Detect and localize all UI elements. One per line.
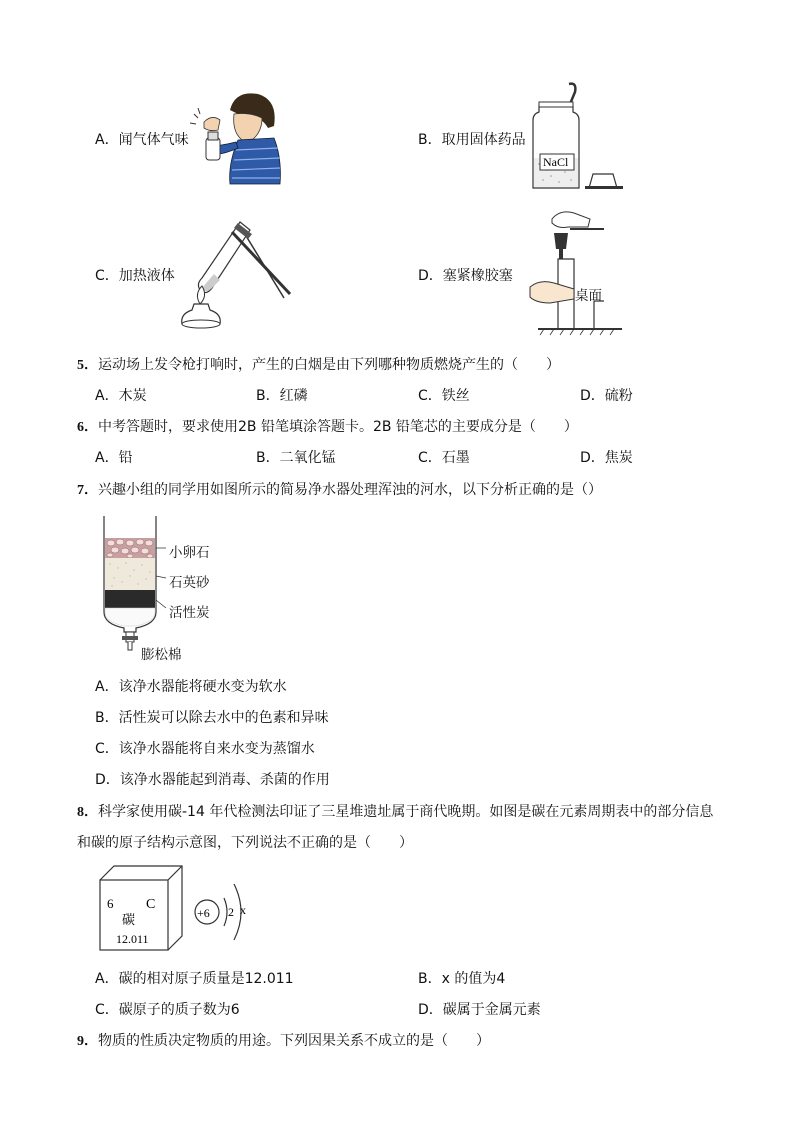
nacl-label: NaCl: [543, 155, 569, 169]
q6-number: 6．: [77, 420, 98, 435]
q8-number: 8．: [77, 805, 98, 820]
q5-stem: 运动场上发令枪打响时，产生的白烟是由下列哪种物质燃烧产生的（ ）: [98, 357, 560, 373]
q9-number: 9．: [77, 1034, 98, 1049]
pebble-label: 小卵石: [169, 545, 210, 561]
carbon-atom-structure-diagram: [192, 874, 254, 944]
q6-option-d: D．焦炭: [580, 450, 633, 466]
smelling-gas-illustration: [190, 88, 285, 188]
q8-option-b: B．x 的值为4: [418, 971, 506, 987]
q6-stem: 中考答题时，要求使用2B 铅笔填涂答题卡。2B 铅笔芯的主要成分是（ ）: [98, 419, 578, 435]
desk-label: 桌面: [575, 288, 602, 304]
element-name: 碳: [122, 913, 136, 928]
q6-stem-line: [77, 416, 578, 436]
q5-option-b: B．红磷: [256, 388, 308, 404]
q9-stem: 物质的性质决定物质的用途。下列因果关系不成立的是（ ）: [98, 1033, 490, 1049]
q4-option-d: D．塞紧橡胶塞: [418, 268, 513, 284]
solid-reagent-bottle-illustration: [525, 84, 625, 192]
shell-2-electrons: x: [240, 903, 246, 917]
q6-option-a: A．铅: [95, 450, 133, 466]
q7-option-d: D．该净水器能起到消毒、杀菌的作用: [95, 772, 330, 788]
atomic-number: 6: [107, 896, 114, 911]
q5-option-d: D．硫粉: [580, 388, 633, 404]
q5-option-c: C．铁丝: [418, 388, 470, 404]
nucleus-charge: +6: [197, 906, 210, 920]
heating-liquid-illustration: [180, 218, 292, 330]
q9-stem-line: [77, 1030, 490, 1050]
cotton-label: 膨松棉: [141, 647, 182, 663]
water-purifier-illustration: [100, 516, 170, 656]
q8-stem-line2: 和碳的原子结构示意图，下列说法不正确的是（ ）: [77, 835, 413, 851]
element-symbol: C: [146, 897, 156, 912]
q6-option-c: C．石墨: [418, 450, 470, 466]
q7-option-b: B．活性炭可以除去水中的色素和异味: [95, 710, 329, 726]
q7-stem: 兴趣小组的同学用如图所示的简易净水器处理浑浊的河水，以下分析正确的是（）: [98, 482, 602, 498]
q8-stem-line1: [77, 801, 713, 821]
q6-option-b: B．二氧化锰: [256, 450, 336, 466]
q5-stem-line: [77, 354, 560, 374]
q8-option-a: A．碳的相对原子质量是12.011: [95, 971, 294, 987]
q7-option-c: C．该净水器能将自来水变为蒸馏水: [95, 741, 315, 757]
q4-option-a: A．闻气体气味: [95, 132, 189, 148]
activated-carbon-label: 活性炭: [169, 605, 210, 621]
q7-option-a: A．该净水器能将硬水变为软水: [95, 679, 287, 695]
rubber-stopper-illustration: [530, 205, 630, 337]
q5-option-a: A．木炭: [95, 388, 147, 404]
q8-option-d: D．碳属于金属元素: [418, 1002, 541, 1018]
atomic-mass: 12.011: [116, 932, 149, 946]
q4-option-b: B．取用固体药品: [418, 132, 526, 148]
q5-number: 5．: [77, 358, 98, 373]
shell-1-electrons: 2: [228, 905, 234, 919]
q4-option-c: C．加热液体: [95, 268, 175, 284]
q7-stem-line: [77, 479, 602, 499]
quartz-sand-label: 石英砂: [169, 575, 210, 591]
q8-option-c: C．碳原子的质子数为6: [95, 1002, 240, 1018]
q8-stem-1: 科学家使用碳-14 年代检测法印证了三星堆遗址属于商代晚期。如图是碳在元素周期表中的部分信息: [98, 804, 714, 820]
carbon-element-cell: [98, 864, 184, 952]
q7-number: 7．: [77, 483, 98, 498]
